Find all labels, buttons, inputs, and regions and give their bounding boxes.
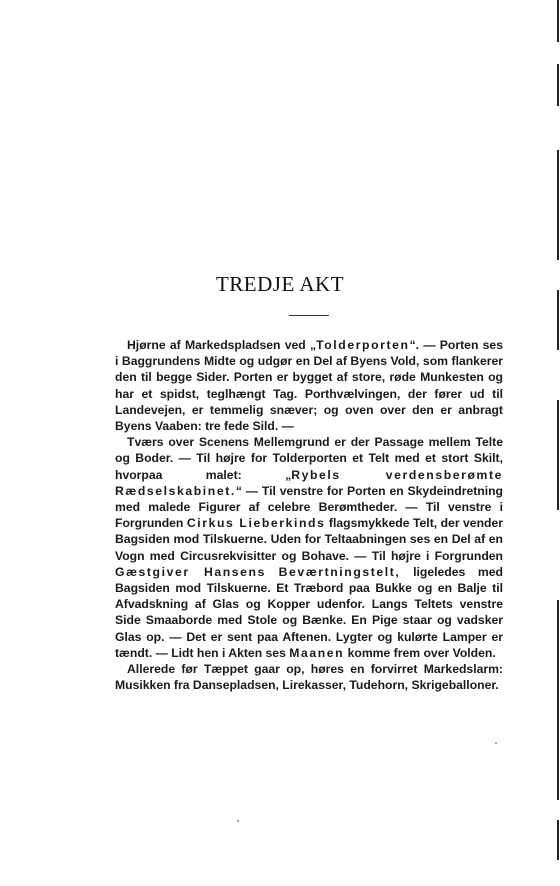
page-edge-mark <box>557 64 559 106</box>
paragraph-text <box>266 565 279 579</box>
page-edge-mark <box>557 820 559 860</box>
page-edge-mark <box>557 0 559 42</box>
paragraph-text: “. — Porten ses i Baggrundens Midte og udgør en Del af Byens Vold, som flankerer den til begge Sider. Porten er bygget af store, røde Munkesten og har et spidst, teglhængt Tag. Porthvælvingen, der fører ud til Landevejen, er temmelig snæver; og oven over den er anbragt Byens Vaaben: tre fede Sild. — <box>115 338 503 434</box>
emphasized-name: Gæstgiver Hansens <box>115 564 266 579</box>
stage-direction-paragraph <box>115 337 503 434</box>
stage-direction-paragraph <box>115 661 503 693</box>
paragraph-text: Hjørne af Markedspladsen ved „ <box>127 338 317 352</box>
paragraph-text: Allerede før Tæppet gaar op, høres en forvirret Markedslarm: Musikken fra Dansepladsen, Lirekasser, Tudehorn, Skrigeballoner. <box>115 662 503 693</box>
page-edge-mark <box>557 150 559 260</box>
act-title: TREDJE AKT <box>215 272 345 296</box>
paragraph-text: komme frem over Volden. <box>344 645 496 660</box>
page-edge-mark <box>557 290 559 350</box>
paragraph-text: flagsmykkede Telt, der vender Bagsiden mod Tilskuerne. Uden for Teltaabningen ses en Del af en Vogn med Circusrekvisitter og Bohave. — Til højre i Forgrunden <box>115 516 503 563</box>
page-edge-mark <box>557 400 559 510</box>
paragraph-text: Tværs over Scenens Mellemgrund er der Passage mellem Telte og Boder. — Til højre for Tolderporten et Telt med et stort Skilt, hvorpaa malet: „ <box>115 435 503 482</box>
paragraph-text: ligeledes med Bagsiden mod Tilskuerne. Et Træbord paa Bukke og en Balje til Afvadskning af Glas og Kopper udenfor. Langs Teltets venstre Side Smaaborde med Stole og Bænke. En Pige staar og vadsker Glas op. — Det er sent paa Aftenen. Lygter og kulørte Lamper er tændt. — Lidt hen i Akten ses <box>115 564 503 660</box>
stage-directions <box>115 337 503 693</box>
title-divider <box>289 315 329 316</box>
emphasized-name: Maanen <box>289 645 345 660</box>
emphasized-name: Cirkus Lieberkinds <box>186 516 326 531</box>
emphasized-name: Rybels verdensberømte Rædselskabinet. <box>115 467 503 498</box>
stage-direction-paragraph <box>115 434 503 661</box>
emphasized-name: Beværtningstelt, <box>278 564 401 579</box>
emphasized-name: Tolderporten <box>316 338 410 352</box>
page-edge-mark <box>557 600 559 800</box>
scan-speck <box>495 742 497 744</box>
scan-speck <box>237 820 239 822</box>
paragraph-text: “ — Til venstre for Porten en Skydeindretning med malede Figurer af celebre Berømtheder. — Til venstre i Forgrunden <box>115 483 503 531</box>
